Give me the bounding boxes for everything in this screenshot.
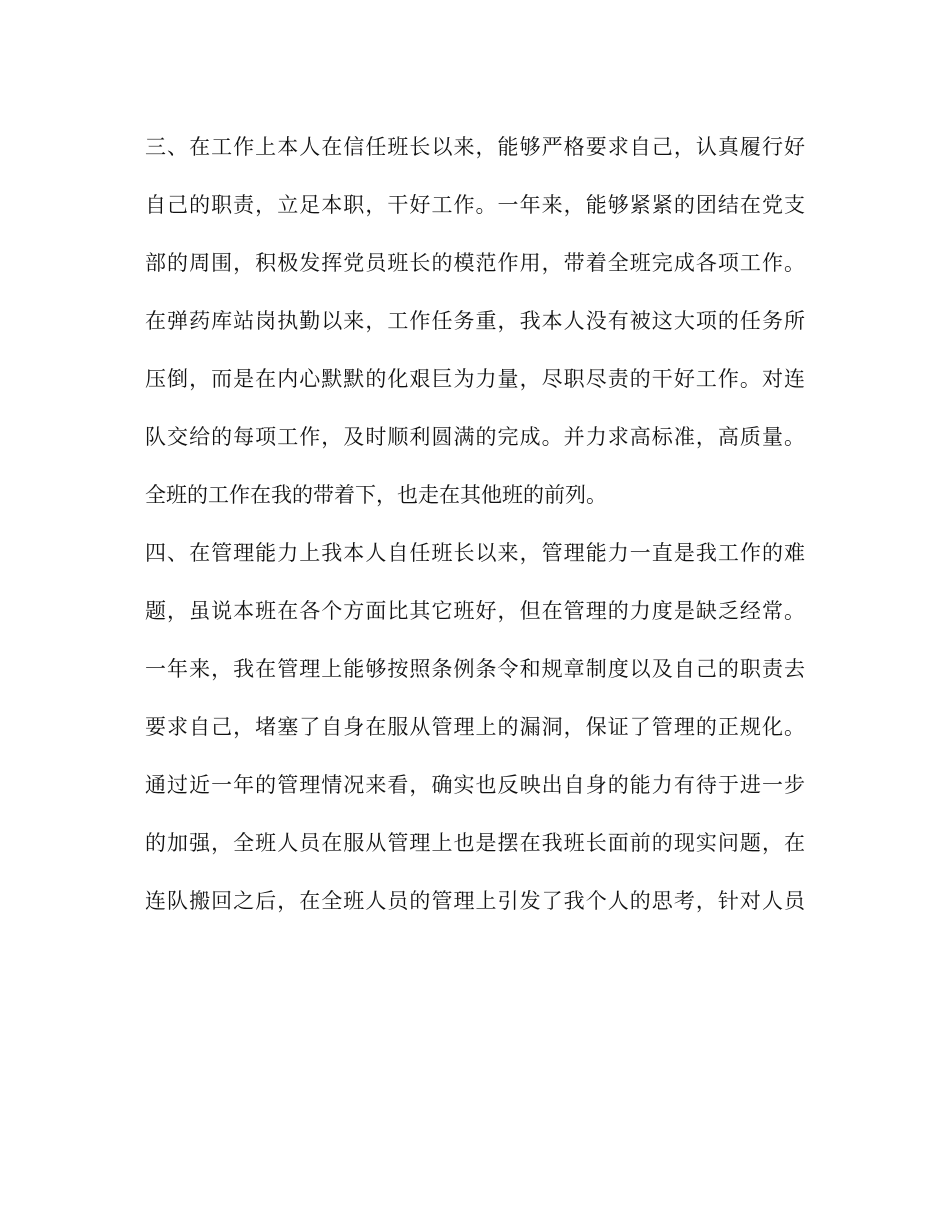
text-line-6: 队交给的每项工作，及时顺利圆满的完成。并力求高标准，高质量。: [145, 425, 805, 449]
text-line-5: 压倒，而是在内心默默的化艰巨为力量，尽职尽责的干好工作。对连: [145, 367, 805, 391]
text-line-12: 通过近一年的管理情况来看，确实也反映出自身的能力有待于进一步: [145, 773, 805, 797]
text-line-7: 全班的工作在我的带着下，也走在其他班的前列。: [145, 483, 607, 507]
text-line-4: 在弹药库站岗执勤以来，工作任务重，我本人没有被这大项的任务所: [145, 309, 805, 333]
text-line-2: 自己的职责，立足本职，干好工作。一年来，能够紧紧的团结在党支: [145, 193, 805, 217]
text-line-3: 部的周围，积极发挥党员班长的模范作用，带着全班完成各项工作。: [145, 251, 805, 275]
text-line-8: 四、在管理能力上我本人自任班长以来，管理能力一直是我工作的难: [145, 541, 805, 565]
text-line-1: 三、在工作上本人在信任班长以来，能够严格要求自己，认真履行好: [145, 135, 805, 159]
body-text: [145, 118, 805, 930]
text-line-13: 的加强，全班人员在服从管理上也是摆在我班长面前的现实问题，在: [145, 831, 805, 855]
text-line-11: 要求自己，堵塞了自身在服从管理上的漏洞，保证了管理的正规化。: [145, 715, 805, 739]
text-line-9: 题，虽说本班在各个方面比其它班好，但在管理的力度是缺乏经常。: [145, 599, 805, 623]
text-line-14: 连队搬回之后，在全班人员的管理上引发了我个人的思考，针对人员: [145, 889, 805, 913]
text-line-10: 一年来，我在管理上能够按照条例条令和规章制度以及自己的职责去: [145, 657, 805, 681]
